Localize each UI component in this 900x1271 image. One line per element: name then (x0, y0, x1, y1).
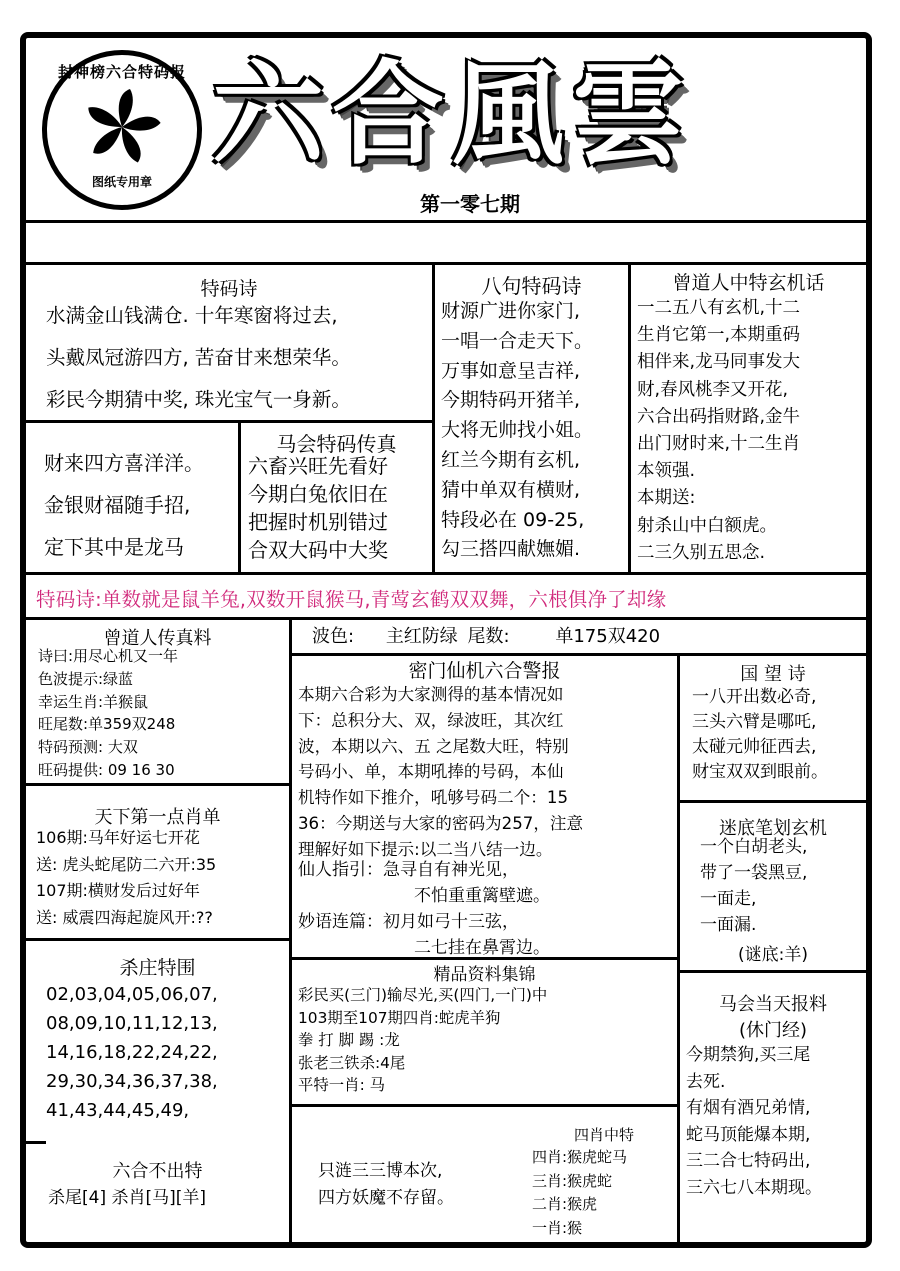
guowang-body (692, 685, 866, 785)
number-line: 02,03,04,05,06,07, (46, 984, 218, 1005)
text-line: 106期:马年好运七开花 (36, 828, 200, 847)
zeng-dao-title: 曾道人中特玄机话 (672, 272, 825, 294)
mahui-day-title: 马会当天报料 (719, 994, 827, 1015)
poem-line: 红兰今期有玄机, (441, 448, 581, 471)
text-line: 财,春风桃李又开花, (637, 379, 789, 400)
kill-title: 杀庄特围 (119, 957, 196, 979)
text-line: 特码预测: 大双 (38, 738, 138, 757)
mahui-day-subtitle: (休门经) (738, 1020, 808, 1041)
number-line: 14,16,18,22,24,22, (46, 1042, 218, 1063)
kill-body (46, 980, 286, 1125)
liuhe-line: 杀尾[4] 杀肖[马][羊] (48, 1188, 207, 1208)
poem-line: 彩民今期猜中奖, 珠光宝气一身新。 (46, 388, 351, 411)
fax-title: 曾道人传真料 (103, 628, 212, 649)
poem-line: 水满金山钱满仓. 十年寒窗将过去, (46, 304, 338, 327)
text-line: 107期:横财发后过好年 (36, 881, 200, 900)
poem-line: 带了一袋黑豆, (700, 863, 808, 883)
text-line: 拳 打 脚 踢 :龙 (298, 1031, 400, 1049)
hint-block (298, 857, 550, 961)
text-line: 今期禁狗,买三尾 (686, 1045, 811, 1065)
poem-line: 三头六臂是哪吒, (692, 712, 817, 732)
text-line: 幸运生肖:羊猴鼠 (38, 692, 149, 711)
poem-line: 只涟三三博本次, (318, 1161, 443, 1181)
four-xiao-body (532, 1146, 677, 1240)
secret-title: 密门仙机六合警报 (408, 660, 561, 682)
poem-line: 今期特码开猪羊, (441, 389, 581, 412)
wave-row (312, 622, 872, 648)
poem-line: 万事如意呈吉祥, (441, 359, 581, 382)
poem-line: 把握时机别错过 (248, 510, 388, 534)
text-line: 一二五八有玄机,十二 (637, 298, 801, 318)
text-line: 初月如弓十三弦， (383, 912, 519, 932)
text-line: 三二合七特码出, (686, 1151, 811, 1171)
liuhe-title: 六合不出特 (112, 1161, 203, 1182)
poem-line: 特段必在 09-25, (441, 508, 585, 531)
issue-number: 第一零七期 (420, 192, 520, 216)
poem-line: 一八开出数必奇, (692, 687, 817, 707)
poem-line: 六畜兴旺先看好 (248, 454, 388, 478)
number-line: 08,09,10,11,12,13, (46, 1013, 218, 1034)
text-line: 旺码提供: 09 16 30 (38, 760, 175, 779)
poem-line: 财源广进你家门, (441, 300, 581, 322)
divider (26, 1141, 46, 1144)
poem-line: 一面走, (700, 889, 757, 909)
divider (26, 572, 866, 575)
riddle-title: 迷底笔划玄机 (719, 818, 827, 839)
text-line: 四肖:猴虎蛇马 (532, 1148, 628, 1166)
tail-label: 尾数: (467, 626, 510, 647)
text-line: 平特一肖: 马 (298, 1076, 386, 1094)
tema-poem-body (46, 295, 432, 421)
poem-line: 勾三搭四献嫵媚. (441, 538, 581, 561)
poem-line: 头戴凤冠游四方, 苦奋甘来想荣华。 (46, 346, 351, 369)
riddle-answer: (谜底:羊) (738, 945, 808, 965)
divider (26, 938, 289, 941)
poem-line: 一个白胡老头, (700, 837, 808, 857)
poem-line: 四方妖魔不存留。 (318, 1188, 454, 1208)
poem-line: 金银财福随手招, (44, 493, 191, 517)
text-line: 36：今期送与大家的密码为257，注意 (298, 813, 584, 833)
text-line: 下：总积分大、双，绿波旺，其次红 (298, 710, 564, 730)
zodiac-title: 天下第一点肖单 (94, 807, 221, 828)
eight-lines-body (441, 297, 628, 565)
divider (289, 1104, 677, 1107)
text-line: 送: 威震四海起旋风开:?? (36, 907, 213, 927)
text-line: 去死. (686, 1071, 726, 1092)
zeng-dao-body (637, 295, 866, 567)
poem-line: 合双大码中大奖 (248, 538, 388, 562)
divider (628, 262, 631, 572)
text-line: 理解好如下提示:以二当八结一边。 (298, 839, 553, 859)
seal-text: 封神榜六合特码报 (57, 63, 186, 81)
riddle-body (700, 834, 866, 938)
poem-line: 一面漏. (700, 915, 757, 935)
divider (26, 783, 289, 786)
number-line: 29,30,34,36,37,38, (46, 1071, 218, 1092)
divider (677, 970, 866, 973)
text-line: 本领强. (637, 461, 696, 482)
seal-stamp (42, 50, 202, 210)
wave-label: 波色: (312, 626, 355, 647)
text-line: 103期至107期四肖:蛇虎羊狗 (298, 1008, 501, 1027)
caicai-body (44, 442, 240, 568)
text-line: 机特作如下推介，吼够号码二个：15 (298, 788, 569, 808)
masthead-title: 六合風雲 (212, 49, 692, 180)
mahui-day-body (686, 1042, 866, 1201)
fax-body (38, 645, 288, 782)
text-line: 射杀山中白额虎。 (637, 515, 777, 536)
jingpin-body (298, 984, 676, 1097)
poem-line: 太碰元帅征西去, (692, 737, 817, 757)
zhi-lian-body (318, 1158, 538, 1212)
text-line: 色波提示:绿蓝 (38, 669, 134, 688)
text-line: 蛇马顶能爆本期, (686, 1124, 811, 1145)
text-line: 旺尾数:单359双248 (38, 715, 176, 734)
text-line: 二肖:猴虎 (532, 1195, 598, 1213)
text-line: 二三久别五思念. (637, 542, 766, 563)
tail-value: 单175双420 (555, 626, 661, 647)
text-line: 一肖:猴 (532, 1218, 583, 1237)
poem-line: 财来四方喜洋洋。 (44, 451, 204, 475)
poem-line: 一唱一合走天下。 (441, 329, 594, 352)
divider (26, 617, 866, 620)
text-line: 有烟有酒兄弟情, (686, 1098, 811, 1118)
text-line: 生肖它第一,本期重码 (637, 325, 801, 346)
secret-body (298, 682, 676, 863)
number-line: 41,43,44,45,49, (46, 1100, 190, 1121)
divider (26, 262, 866, 265)
text-line: 出门财时来,十二生肖 (637, 434, 801, 455)
mahui-title: 马会特码传真 (276, 432, 397, 456)
text-line: 不怕重重篱壁遮。 (414, 886, 550, 906)
text-line: 相伴来,龙马同事发大 (637, 352, 801, 373)
text-line: 本期送: (637, 488, 696, 509)
text-line: 二七挂在鼻霄边。 (414, 938, 550, 958)
verse-label: 妙语连篇： (298, 912, 383, 932)
text-line: 三肖:猴虎蛇 (532, 1171, 613, 1190)
tema-poem-title: 特码诗 (200, 278, 258, 300)
text-line: 彩民买(三门)输尽光,买(四门,一门)中 (298, 986, 548, 1004)
divider (289, 617, 292, 1243)
tema-banner: 特码诗:单数就是鼠羊兔,双数开鼠猴马,青莺玄鹤双双舞，六根俱净了却缘 (36, 588, 667, 611)
seal-bottom-text: 图纸专用章 (91, 175, 152, 189)
poem-line: 猜中单双有横财, (441, 478, 581, 501)
wave-value: 主红防绿 (385, 626, 458, 647)
poem-line: 财宝双双到眼前。 (692, 762, 828, 782)
poem-line: 定下其中是龙马 (44, 535, 184, 559)
mahui-body (248, 452, 432, 564)
divider (26, 220, 866, 223)
text-line: 波，本期以六、五 之尾数大旺，特别 (298, 736, 569, 756)
four-xiao-title: 四肖中特 (574, 1126, 635, 1144)
text-line: 张老三铁杀:4尾 (298, 1053, 406, 1072)
text-line: 六合出码指财路,金牛 (637, 406, 801, 427)
poem-line: 大将无帅找小姐。 (441, 419, 594, 442)
text-line: 诗曰:用尽心机又一年 (38, 647, 179, 665)
text-line: 本期六合彩为大家测得的基本情况如 (298, 685, 564, 704)
text-line: 送: 虎头蛇尾防二六开:35 (36, 854, 217, 874)
divider (432, 262, 435, 572)
guowang-title: 国 望 诗 (740, 664, 806, 685)
hint-label: 仙人指引： (298, 860, 383, 880)
text-line: 三六七八本期现。 (686, 1177, 822, 1198)
text-line: 号码小、单，本期吼捧的号码，本仙 (298, 762, 564, 782)
divider (677, 800, 866, 803)
jingpin-title: 精品资料集锦 (433, 965, 536, 985)
poem-line: 今期白兔依旧在 (248, 482, 388, 506)
text-line: 急寻自有神光见， (383, 860, 519, 880)
eight-lines-title: 八句特码诗 (481, 274, 582, 298)
zodiac-body (36, 825, 288, 931)
